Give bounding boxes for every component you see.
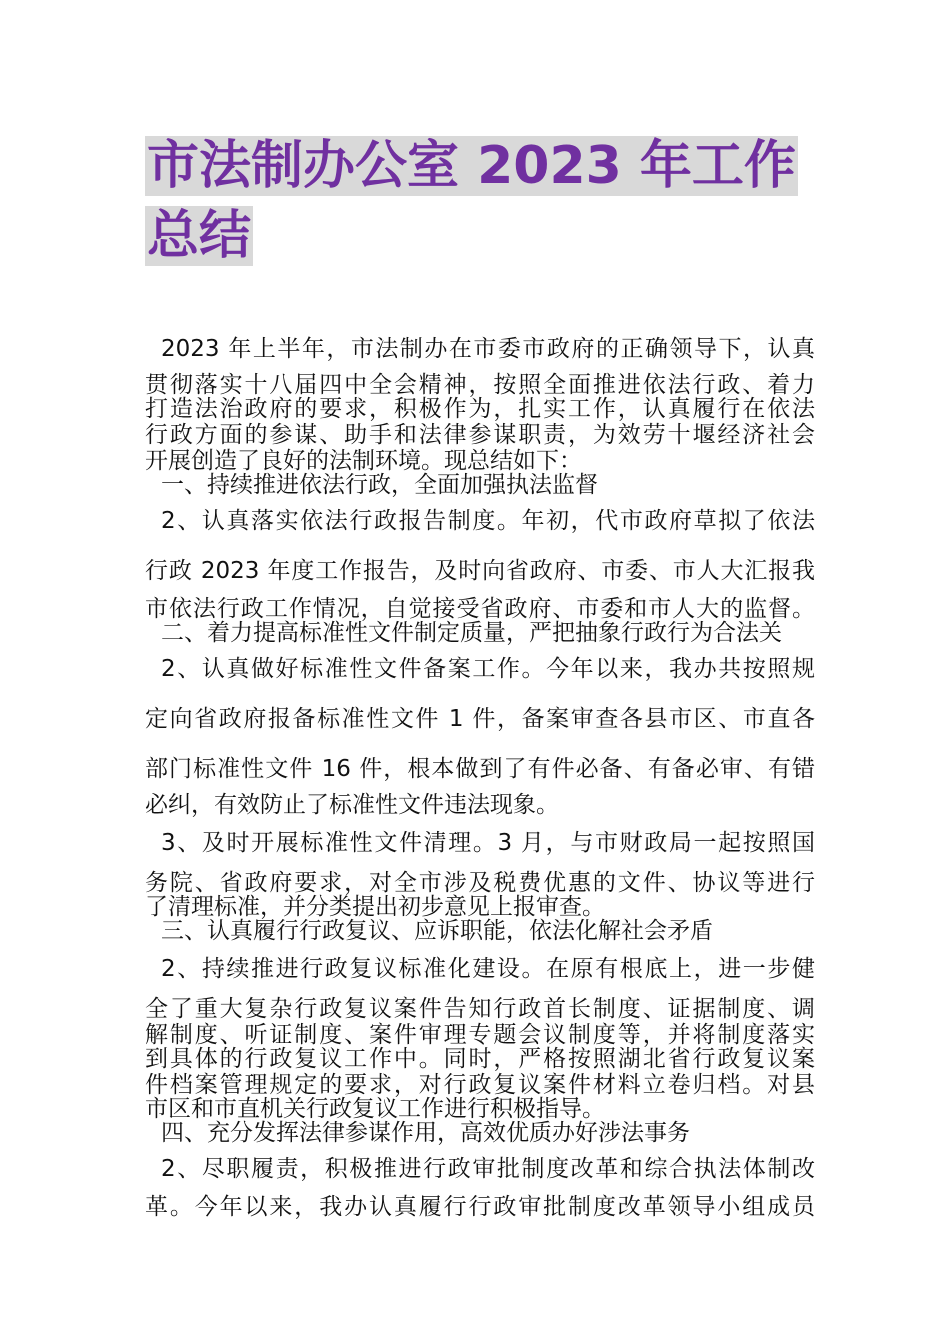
body-text-line: 3、及时开展标准性文件清理。3 月，与市财政局一起按照国 — [161, 830, 815, 856]
body-text-line: 二、着力提高标准性文件制定质量，严把抽象行政行为合法关 — [161, 620, 782, 646]
body-text-line: 革。今年以来，我办认真履行行政审批制度改革领导小组成员 — [145, 1194, 815, 1220]
body-text-line: 开展创造了良好的法制环境。现总结如下： — [145, 448, 582, 474]
body-text-line: 四、充分发挥法律参谋作用，高效优质办好涉法事务 — [161, 1120, 690, 1146]
body-text-line: 三、认真履行行政复议、应诉职能，依法化解社会矛盾 — [161, 918, 713, 944]
body-text-line: 必纠，有效防止了标准性文件违法现象。 — [145, 792, 559, 818]
body-text-line: 行政方面的参谋、助手和法律参谋职责，为效劳十堰经济社会 — [145, 422, 815, 448]
body-text-line: 贯彻落实十八届四中全会精神，按照全面推进依法行政、着力 — [145, 372, 815, 398]
body-text-line: 2、认真做好标准性文件备案工作。今年以来，我办共按照规 — [161, 656, 815, 682]
body-text-line: 部门标准性文件 16 件，根本做到了有件必备、有备必审、有错 — [145, 756, 815, 782]
body-text-line: 2、认真落实依法行政报告制度。年初，代市政府草拟了依法 — [161, 508, 815, 534]
body-text-line: 了清理标准，并分类提出初步意见上报审查。 — [145, 894, 605, 920]
document-title-text: 总结 — [147, 206, 252, 266]
body-text-line: 一、持续推进依法行政，全面加强执法监督 — [161, 472, 598, 498]
body-text-line: 2、持续推进行政复议标准化建设。在原有根底上，进一步健 — [161, 956, 815, 982]
body-text-line: 市区和市直机关行政复议工作进行积极指导。 — [145, 1096, 605, 1122]
body-text-line: 行政 2023 年度工作报告，及时向省政府、市委、市人大汇报我 — [145, 558, 815, 584]
document-title-line-1 — [145, 132, 815, 200]
body-text-line: 务院、省政府要求，对全市涉及税费优惠的文件、协议等进行 — [145, 870, 815, 896]
body-text-line: 解制度、听证制度、案件审理专题会议制度等，并将制度落实 — [145, 1022, 815, 1048]
document-title-text: 市法制办公室 2023 年工作 — [147, 136, 796, 196]
body-text-line: 件档案管理规定的要求，对行政复议案件材料立卷归档。对县 — [145, 1072, 815, 1098]
body-text-line: 市依法行政工作情况，自觉接受省政府、市委和市人大的监督。 — [145, 596, 815, 622]
body-text-line: 全了重大复杂行政复议案件告知行政首长制度、证据制度、调 — [145, 996, 815, 1022]
body-text-line: 2023 年上半年，市法制办在市委市政府的正确领导下，认真 — [161, 336, 815, 362]
body-text-line: 到具体的行政复议工作中。同时，严格按照湖北省行政复议案 — [145, 1046, 815, 1072]
document-title-line-2 — [145, 202, 815, 270]
body-text-line: 定向省政府报备标准性文件 1 件，备案审查各县市区、市直各 — [145, 706, 815, 732]
body-text-line: 2、尽职履责，积极推进行政审批制度改革和综合执法体制改 — [161, 1156, 815, 1182]
body-text-line: 打造法治政府的要求，积极作为，扎实工作，认真履行在依法 — [145, 396, 815, 422]
